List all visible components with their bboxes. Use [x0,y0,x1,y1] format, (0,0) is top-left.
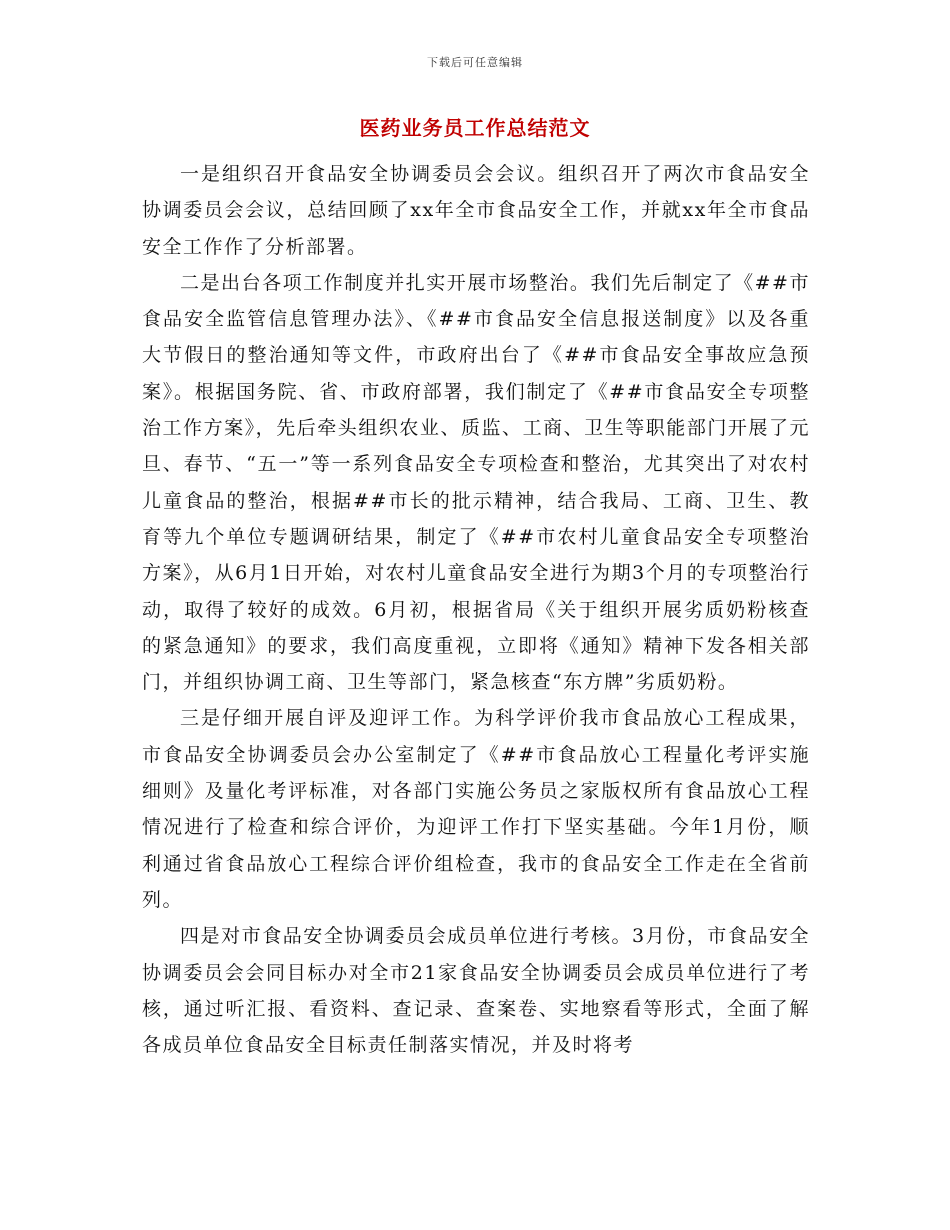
paragraph-2: 二是出台各项工作制度并扎实开展市场整治。我们先后制定了《##市食品安全监管信息管理办法》、《##市食品安全信息报送制度》以及各重大节假日的整治通知等文件，市政府出台了《##市食品安全事故应急预案》。根据国务院、省、市政府部署，我们制定了《##市食品安全专项整治工作方案》，先后牵头组织农业、质监、工商、卫生等职能部门开展了元旦、春节、“五一”等一系列食品安全专项检查和整治，尤其突出了对农村儿童食品的整治，根据##市长的批示精神，结合我局、工商、卫生、教育等九个单位专题调研结果，制定了《##市农村儿童食品安全专项整治方案》，从6月1日开始，对农村儿童食品安全进行为期3个月的专项整治行动，取得了较好的成效。6月初，根据省局《关于组织开展劣质奶粉核查的紧急通知》的要求，我们高度重视，立即将《通知》精神下发各相关部门，并组织协调工商、卫生等部门，紧急核查“东方牌”劣质奶粉。 [142,271,810,694]
header-note: 下载后可任意编辑 [427,56,523,69]
document-title: 医药业务员工作总结范文 [359,116,591,140]
document-body [142,156,810,1063]
paragraph-1: 一是组织召开食品安全协调委员会会议。组织召开了两次市食品安全协调委员会会议，总结回顾了xx年全市食品安全工作，并就xx年全市食品安全工作作了分析部署。 [142,163,810,258]
paragraph-3: 三是仔细开展自评及迎评工作。为科学评价我市食品放心工程成果，市食品安全协调委员会办公室制定了《##市食品放心工程量化考评实施细则》及量化考评标准，对各部门实施公务员之家版权所有食品放心工程情况进行了检查和综合评价，为迎评工作打下坚实基础。今年1月份，顺利通过省食品放心工程综合评价组检查，我市的食品安全工作走在全省前列。 [142,707,810,911]
paragraph-4: 四是对市食品安全协调委员会成员单位进行考核。3月份，市食品安全协调委员会会同目标办对全市21家食品安全协调委员会成员单位进行了考核，通过听汇报、看资料、查记录、查案卷、实地察看等形式，全面了解各成员单位食品安全目标责任制落实情况，并及时将考 [142,925,810,1057]
